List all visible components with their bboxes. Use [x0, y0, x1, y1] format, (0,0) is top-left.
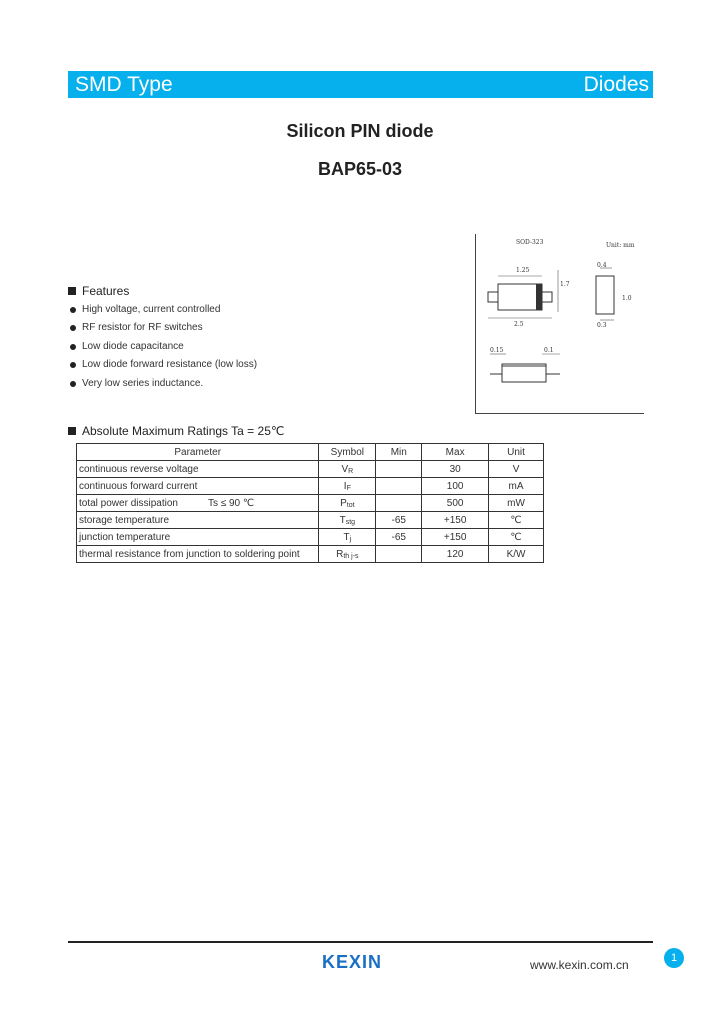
- symbol-cell: Tstg: [319, 512, 376, 529]
- column-header: Max: [422, 444, 489, 461]
- bullet-dot-icon: [70, 381, 76, 387]
- features-list: [70, 303, 257, 395]
- unit-cell: mW: [489, 495, 544, 512]
- feature-item: High voltage, current controlled: [70, 303, 257, 321]
- max-cell: +150: [422, 529, 489, 546]
- column-header: Symbol: [319, 444, 376, 461]
- bullet-dot-icon: [70, 344, 76, 350]
- symbol-cell: IF: [319, 478, 376, 495]
- unit-cell: V: [489, 461, 544, 478]
- table-row: [77, 461, 544, 478]
- dim-label: 1.25: [516, 267, 530, 274]
- min-cell: [376, 546, 422, 563]
- symbol-cell: Rth j-s: [319, 546, 376, 563]
- param-cell: continuous reverse voltage: [77, 461, 319, 478]
- dim-label: 1.7: [560, 281, 570, 288]
- header-type: Diodes: [583, 72, 649, 96]
- header-category: SMD Type: [75, 72, 173, 96]
- max-cell: 100: [422, 478, 489, 495]
- ratings-heading: Absolute Maximum Ratings Ta = 25℃: [68, 424, 284, 438]
- table-header-row: [77, 444, 544, 461]
- table-row: [77, 512, 544, 529]
- bullet-square-icon: [68, 427, 76, 435]
- dim-label: 2.5: [514, 321, 524, 328]
- min-cell: -65: [376, 512, 422, 529]
- bullet-square-icon: [68, 287, 76, 295]
- param-cell: junction temperature: [77, 529, 319, 546]
- footer-divider: [68, 941, 653, 943]
- page-number-badge: 1: [664, 948, 684, 968]
- param-cell: thermal resistance from junction to soldering point: [77, 546, 319, 563]
- bullet-dot-icon: [70, 362, 76, 368]
- dim-label: 1.0: [622, 295, 632, 302]
- unit-cell: mA: [489, 478, 544, 495]
- document-title: Silicon PIN diode: [286, 121, 434, 141]
- symbol-cell: Tj: [319, 529, 376, 546]
- kexin-logo: KEXIN: [322, 952, 383, 972]
- package-outline-svg: [476, 234, 645, 414]
- ratings-table: [76, 443, 544, 563]
- package-drawing: [475, 234, 644, 414]
- table-row: [77, 495, 544, 512]
- max-cell: 30: [422, 461, 489, 478]
- param-cell: continuous forward current: [77, 478, 319, 495]
- max-cell: 500: [422, 495, 489, 512]
- min-cell: [376, 495, 422, 512]
- website-link[interactable]: www.kexin.com.cn: [530, 958, 629, 972]
- symbol-cell: Ptot: [319, 495, 376, 512]
- feature-item: RF resistor for RF switches: [70, 321, 257, 339]
- table-row: [77, 478, 544, 495]
- package-unit: Unit: mm: [606, 242, 635, 249]
- max-cell: 120: [422, 546, 489, 563]
- column-header: Unit: [489, 444, 544, 461]
- max-cell: +150: [422, 512, 489, 529]
- feature-item: Very low series inductance.: [70, 377, 257, 395]
- header-banner: [68, 71, 653, 98]
- unit-cell: ℃: [489, 512, 544, 529]
- table-row: [77, 546, 544, 563]
- part-number: BAP65-03: [317, 159, 403, 179]
- min-cell: -65: [376, 529, 422, 546]
- param-cell: total power dissipation Ts ≤ 90 ℃: [77, 495, 319, 512]
- dim-label: 0.15: [490, 347, 504, 354]
- table-row: [77, 529, 544, 546]
- package-name: SOD-323: [516, 239, 544, 246]
- unit-cell: ℃: [489, 529, 544, 546]
- dim-label: 0.4: [597, 262, 607, 269]
- column-header: Parameter: [77, 444, 319, 461]
- feature-item: Low diode capacitance: [70, 340, 257, 358]
- param-cell: storage temperature: [77, 512, 319, 529]
- bullet-dot-icon: [70, 307, 76, 313]
- dim-label: 0.1: [544, 347, 554, 354]
- unit-cell: K/W: [489, 546, 544, 563]
- bullet-dot-icon: [70, 325, 76, 331]
- min-cell: [376, 461, 422, 478]
- min-cell: [376, 478, 422, 495]
- features-heading: Features: [68, 284, 129, 298]
- column-header: Min: [376, 444, 422, 461]
- feature-item: Low diode forward resistance (low loss): [70, 358, 257, 376]
- dim-label: 0.3: [597, 322, 607, 329]
- symbol-cell: VR: [319, 461, 376, 478]
